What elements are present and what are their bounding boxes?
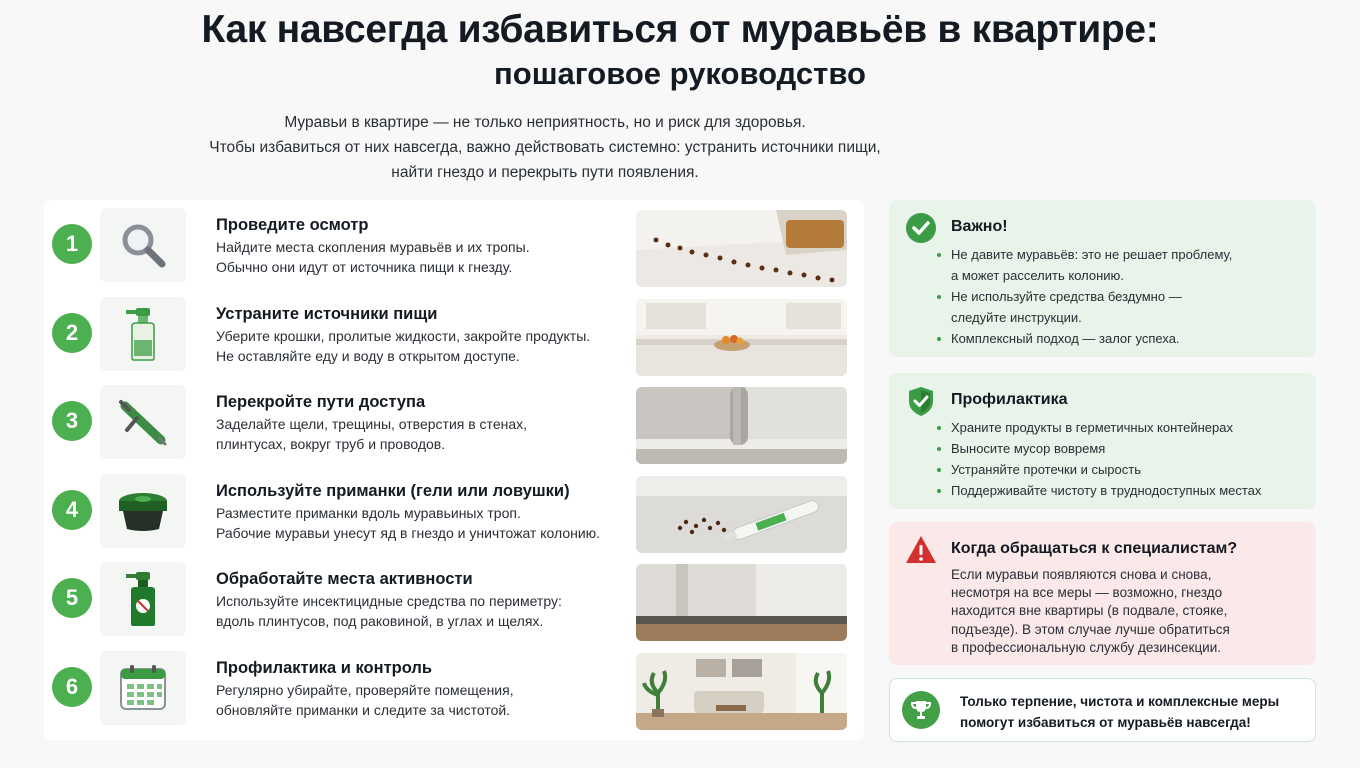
specialist-card bbox=[889, 522, 1316, 665]
list-item-line: следуйте инструкции. bbox=[951, 310, 1082, 325]
step-title: Профилактика и контроль bbox=[216, 659, 433, 677]
prevention-card bbox=[889, 373, 1316, 509]
step-number: 4 bbox=[52, 490, 92, 530]
step-number: 2 bbox=[52, 313, 92, 353]
body-line: Если муравьи появляются снова и снова, bbox=[951, 567, 1212, 582]
final-message-card bbox=[889, 678, 1316, 742]
insecticide-spray-icon bbox=[100, 562, 186, 636]
step-5 bbox=[44, 558, 864, 638]
list-item bbox=[937, 459, 1261, 480]
step-4 bbox=[44, 470, 864, 550]
step-title: Устраните источники пищи bbox=[216, 305, 438, 323]
final-line: помогут избавиться от муравьёв навсегда! bbox=[960, 715, 1251, 730]
list-item bbox=[937, 438, 1261, 459]
step-6 bbox=[44, 647, 864, 727]
step-desc-line: Уберите крошки, пролитые жидкости, закройте продукты. bbox=[216, 328, 591, 344]
ants-trail-photo bbox=[636, 210, 847, 287]
magnifier-icon bbox=[100, 208, 186, 282]
step-desc-line: обновляйте приманки и следите за чистотой. bbox=[216, 701, 511, 718]
list-item-line: Устраняйте протечки и сырость bbox=[951, 462, 1141, 477]
list-item-line: Не используйте средства бездумно — bbox=[951, 289, 1182, 304]
bait-gel-photo bbox=[636, 476, 847, 553]
list-item bbox=[937, 244, 1232, 286]
step-number: 6 bbox=[52, 667, 92, 707]
trophy-icon bbox=[902, 691, 940, 729]
body-line: подъезде). В этом случае лучше обратиться bbox=[951, 621, 1230, 637]
step-desc-line: Не оставляйте еду и воду в открытом доступе. bbox=[216, 347, 520, 364]
title-line-1: Как навсегда избавиться от муравьёв в квартире: bbox=[201, 8, 1159, 51]
step-title: Используйте приманки (гели или ловушки) bbox=[216, 482, 570, 500]
body-line: несмотря на все меры — возможно, гнездо bbox=[951, 585, 1223, 601]
list-item bbox=[937, 417, 1261, 438]
shield-check-icon bbox=[905, 385, 937, 417]
step-number: 1 bbox=[52, 224, 92, 264]
spray-bottle-icon bbox=[100, 297, 186, 371]
list-item bbox=[937, 286, 1232, 328]
list-item-line: Поддерживайте чистоту в труднодоступных местах bbox=[951, 483, 1262, 498]
specialist-body bbox=[951, 566, 1230, 657]
prevention-title: Профилактика bbox=[951, 391, 1068, 408]
important-card bbox=[889, 200, 1316, 357]
step-1 bbox=[44, 204, 864, 284]
intro-paragraph bbox=[190, 110, 900, 185]
steps-panel bbox=[44, 200, 864, 740]
specialist-title: Когда обращаться к специалистам? bbox=[951, 540, 1238, 557]
step-desc-line: Обычно они идут от источника пищи к гнезду. bbox=[216, 258, 513, 275]
step-desc-line: Рабочие муравьи унесут яд в гнездо и уничтожат колонию. bbox=[216, 524, 601, 541]
intro-line: Муравьи в квартире — не только неприятность, но и риск для здоровья. bbox=[284, 114, 806, 131]
step-title: Проведите осмотр bbox=[216, 216, 369, 234]
step-desc-line: Разместите приманки вдоль муравьиных троп. bbox=[216, 505, 521, 521]
list-item bbox=[937, 328, 1232, 349]
warning-icon bbox=[905, 534, 937, 566]
room-corner-photo bbox=[636, 564, 847, 641]
living-room-photo bbox=[636, 653, 847, 730]
step-title: Перекройте пути доступа bbox=[216, 393, 426, 411]
checkmark-icon bbox=[905, 212, 937, 244]
title-line-2: пошаговое руководство bbox=[494, 56, 866, 91]
step-number: 3 bbox=[52, 401, 92, 441]
clean-kitchen-photo bbox=[636, 299, 847, 376]
body-line: находится вне квартиры (в подвале, стояке, bbox=[951, 603, 1228, 619]
step-desc-line: плинтусах, вокруг труб и проводов. bbox=[216, 435, 446, 452]
list-item-line: Храните продукты в герметичных контейнерах bbox=[951, 420, 1233, 435]
step-desc-line: Найдите места скопления муравьёв и их тропы. bbox=[216, 239, 530, 255]
final-line: Только терпение, чистота и комплексные меры bbox=[960, 694, 1280, 709]
step-desc-line: Используйте инсектицидные средства по периметру: bbox=[216, 593, 562, 609]
intro-line: найти гнездо и перекрыть пути появления. bbox=[391, 164, 699, 181]
intro-line: Чтобы избавиться от них навсегда, важно действовать системно: устранить источники пищи, bbox=[209, 139, 881, 156]
step-desc-line: Регулярно убирайте, проверяйте помещения, bbox=[216, 682, 514, 698]
step-number: 5 bbox=[52, 578, 92, 618]
list-item-line: а может расселить колонию. bbox=[951, 268, 1124, 283]
list-item bbox=[937, 480, 1261, 501]
step-desc-line: Заделайте щели, трещины, отверстия в стенах, bbox=[216, 416, 528, 432]
calendar-icon bbox=[100, 651, 186, 725]
step-desc-line: вдоль плинтусов, под раковиной, в углах и щелях. bbox=[216, 612, 544, 629]
step-3 bbox=[44, 381, 864, 461]
step-title: Обработайте места активности bbox=[216, 570, 473, 588]
list-item-line: Выносите мусор вовремя bbox=[951, 441, 1106, 456]
body-line: в профессиональную службу дезинсекции. bbox=[951, 639, 1222, 655]
sealant-gun-icon bbox=[100, 385, 186, 459]
step-2 bbox=[44, 293, 864, 373]
baseboard-sealing-photo bbox=[636, 387, 847, 464]
bait-station-icon bbox=[100, 474, 186, 548]
list-item-line: Комплексный подход — залог успеха. bbox=[951, 331, 1180, 346]
important-title: Важно! bbox=[951, 218, 1008, 235]
list-item-line: Не давите муравьёв: это не решает проблему, bbox=[951, 247, 1233, 262]
